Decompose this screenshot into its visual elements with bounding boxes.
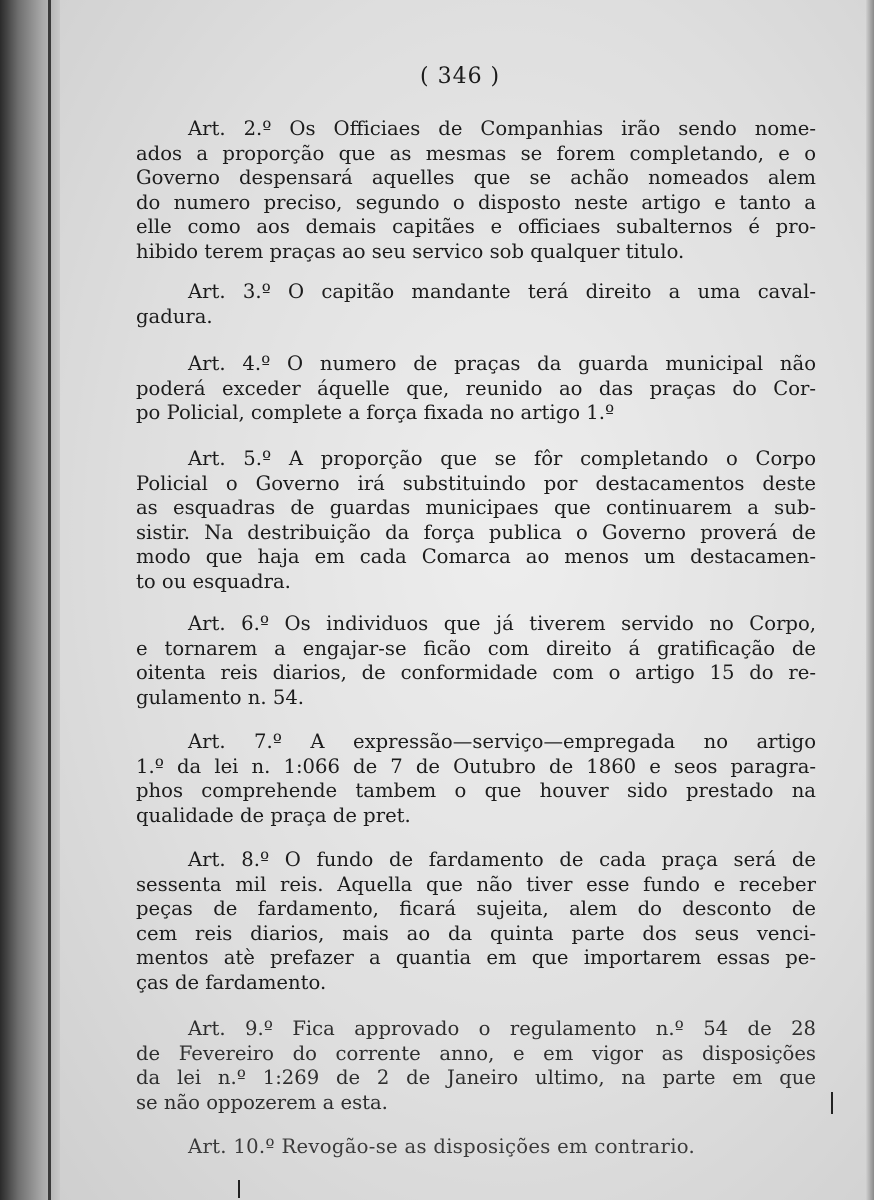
article-line: cem reis diarios, mais ao da quinta parte dos seus venci-	[136, 921, 816, 945]
article-line: oitenta reis diarios, de conformidade com o artigo 15 do re-	[136, 661, 816, 684]
article-line: da lei n.º 1:269 de 2 de Janeiro ultimo, na parte em que	[136, 1066, 816, 1089]
article-line: Art. 2.º Os Officiaes de Companhias irão sendo nome-	[188, 117, 816, 140]
article-line: Governo despensará aquelles que se achão nomeados alem	[136, 166, 816, 189]
article-line: do numero preciso, segundo o disposto neste artigo e tanto a	[136, 190, 816, 214]
article-line: Art. 9.º Fica approvado o regulamento n.º 54 de 28	[188, 1017, 816, 1040]
article-line: sessenta mil reis. Aquella que não tiver esse fundo e receber	[136, 872, 816, 896]
article-line: poderá exceder áquelle que, reunido ao das praças do Cor-	[136, 376, 816, 400]
article-line: peças de fardamento, ficará sujeita, alem do desconto de	[136, 897, 816, 920]
article-line: ados a proporção que as mesmas se forem completando, e o	[136, 141, 816, 165]
article-line: mentos atè prefazer a quantia em que importarem essas pe-	[136, 946, 816, 969]
article-line: 1.º da lei n. 1:066 de 7 de Outubro de 1860 e seos paragra-	[136, 754, 816, 778]
article-line: se não oppozerem a esta.	[136, 1090, 388, 1114]
article-7	[136, 730, 816, 828]
article-line: modo que haja em cada Comarca ao menos um destacamen-	[136, 545, 816, 568]
print-mark	[831, 1092, 833, 1114]
article-line: as esquadras de guardas municipaes que continuarem a sub-	[136, 496, 816, 519]
article-line: e tornarem a engajar-se ficão com direito á gratificação de	[136, 636, 816, 660]
book-gutter	[0, 0, 60, 1200]
article-line: gadura.	[136, 304, 213, 328]
article-8	[136, 848, 816, 995]
article-line: Art. 6.º Os individuos que já tiverem servido no Corpo,	[188, 612, 816, 635]
article-2	[136, 117, 816, 264]
article-line: de Fevereiro do corrente anno, e em vigor as disposições	[136, 1041, 816, 1065]
article-line: to ou esquadra.	[136, 569, 291, 593]
page-number: ( 346 )	[420, 64, 501, 89]
article-line: Art. 8.º O fundo de fardamento de cada praça será de	[188, 848, 816, 871]
article-line: hibido terem praças ao seu servico sob qualquer titulo.	[136, 239, 685, 263]
article-line: Art. 5.º A proporção que se fôr completando o Corpo	[188, 447, 816, 470]
article-5	[136, 447, 816, 594]
article-line: elle como aos demais capitães e officiaes subalternos é pro-	[136, 215, 816, 238]
article-line: Art. 10.º Revogão-se as disposições em contrario.	[188, 1135, 696, 1158]
article-line: ças de fardamento.	[136, 970, 327, 994]
article-line: po Policial, complete a força fixada no artigo 1.º	[136, 401, 615, 424]
print-mark	[238, 1180, 240, 1198]
page-edge	[866, 0, 874, 1200]
article-line: Art. 3.º O capitão mandante terá direito a uma caval-	[188, 280, 816, 303]
article-line: Policial o Governo irá substituindo por destacamentos deste	[136, 471, 816, 495]
article-line: Art. 4.º O numero de praças da guarda municipal não	[188, 352, 816, 375]
article-line: qualidade de praça de pret.	[136, 803, 411, 827]
article-line: gulamento n. 54.	[136, 685, 305, 709]
article-10	[136, 1135, 816, 1160]
article-3	[136, 280, 816, 329]
article-line: Art. 7.º A expressão—serviço—empregada no artigo	[188, 730, 816, 753]
article-line: phos comprehende tambem o que houver sido prestado na	[136, 779, 816, 802]
binding-edge	[48, 0, 51, 1200]
article-4	[136, 352, 816, 426]
article-line: sistir. Na destribuição da força publica o Governo proverá de	[136, 520, 816, 544]
article-6	[136, 612, 816, 710]
article-9	[136, 1017, 816, 1115]
